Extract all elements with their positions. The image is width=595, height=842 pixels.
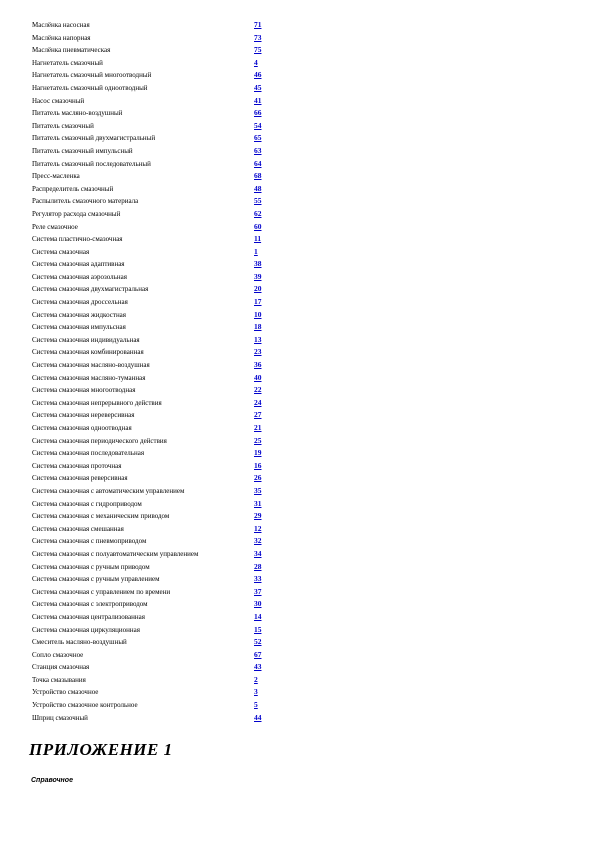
index-entry	[32, 233, 282, 246]
index-entry	[32, 334, 282, 347]
index-page-link[interactable]: 40	[254, 372, 262, 382]
index-term: Шприц смазочный	[32, 713, 88, 722]
index-page-link[interactable]: 25	[254, 435, 262, 445]
index-term: Нагнетатель смазочный	[32, 58, 103, 67]
index-page-link[interactable]: 46	[254, 70, 262, 80]
appendix-heading: ПРИЛОЖЕНИЕ 1	[29, 740, 173, 759]
index-page-link[interactable]: 31	[254, 498, 262, 508]
index-term: Система смазочная аэрозольная	[32, 272, 127, 281]
index-entry	[32, 246, 282, 259]
index-term: Распределитель смазочный	[32, 184, 114, 193]
index-page-link[interactable]: 62	[254, 208, 262, 218]
index-entry	[32, 699, 282, 712]
index-page-link[interactable]: 10	[254, 309, 262, 319]
index-term: Система смазочная с пневмоприводом	[32, 537, 147, 546]
index-entry	[32, 69, 282, 82]
index-page-link[interactable]: 29	[254, 511, 262, 521]
index-entry	[32, 170, 282, 183]
index-page-link[interactable]: 73	[254, 32, 262, 42]
index-page-link[interactable]: 41	[254, 95, 262, 105]
index-entry	[32, 712, 282, 725]
index-term: Система смазочная комбинированная	[32, 348, 144, 357]
index-page-link[interactable]: 52	[254, 637, 262, 647]
index-term: Система смазочная проточная	[32, 461, 122, 470]
index-term: Система смазочная с ручным приводом	[32, 562, 150, 571]
index-term: Реле смазочное	[32, 222, 78, 231]
index-term: Система смазочная с гидроприводом	[32, 499, 142, 508]
index-entry	[32, 548, 282, 561]
index-page-link[interactable]: 37	[254, 586, 262, 596]
index-page-link[interactable]: 3	[254, 687, 258, 697]
index-page-link[interactable]: 16	[254, 460, 262, 470]
index-term: Станция смазочная	[32, 663, 90, 672]
index-page-link[interactable]: 21	[254, 423, 262, 432]
index-term: Питатель масляно-воздушный	[32, 109, 123, 118]
index-page-link[interactable]: 71	[254, 20, 262, 29]
index-page-link[interactable]: 2	[254, 674, 258, 684]
index-entry	[32, 686, 282, 699]
index-entry	[32, 561, 282, 574]
index-term: Система смазочная реверсивная	[32, 474, 128, 483]
index-page-link[interactable]: 68	[254, 171, 262, 181]
index-page-link[interactable]: 20	[254, 284, 262, 294]
index-entry	[32, 208, 282, 221]
index-page-link[interactable]: 33	[254, 574, 262, 584]
index-entry	[32, 195, 282, 208]
index-term: Маслёнка пневматическая	[32, 46, 111, 55]
index-page-link[interactable]: 12	[254, 523, 262, 533]
index-entry	[32, 271, 282, 284]
index-term: Система смазочная одноотводная	[32, 424, 132, 432]
index-entry	[32, 624, 282, 637]
index-term: Система смазочная импульсная	[32, 323, 126, 332]
index-entry	[32, 435, 282, 448]
index-entry	[32, 573, 282, 586]
index-page-link[interactable]: 48	[254, 183, 262, 193]
index-page-link[interactable]: 17	[254, 297, 262, 307]
index-page-link[interactable]: 23	[254, 347, 262, 357]
index-entry	[32, 397, 282, 410]
index-term: Нагнетатель смазочный многоотводный	[32, 71, 152, 80]
index-page-link[interactable]: 64	[254, 158, 262, 168]
index-term: Система смазочная индивидуальная	[32, 335, 140, 344]
index-page-link[interactable]: 14	[254, 611, 262, 621]
index-entry	[32, 649, 282, 662]
index-term: Маслёнка насосная	[32, 21, 90, 29]
index-page-link[interactable]: 1	[254, 246, 258, 256]
index-entry	[32, 296, 282, 309]
index-page-link[interactable]: 75	[254, 45, 262, 55]
index-page-link[interactable]: 13	[254, 334, 262, 344]
index-term: Система смазочная с электроприводом	[32, 600, 148, 609]
index-entry	[32, 158, 282, 171]
index-term: Система смазочная смешанная	[32, 524, 124, 533]
index-term: Система пластично-смазочная	[32, 235, 123, 244]
index-entry	[32, 535, 282, 548]
index-entry	[32, 57, 282, 70]
index-page-link[interactable]: 34	[254, 548, 262, 558]
index-entry	[32, 447, 282, 460]
index-entry	[32, 384, 282, 397]
index-page-link[interactable]: 11	[254, 234, 262, 244]
index-entry	[32, 598, 282, 611]
index-term: Система смазочная централизованная	[32, 612, 145, 621]
index-entry	[32, 586, 282, 599]
index-page-link[interactable]: 45	[254, 82, 262, 92]
index-term: Система смазочная периодического действия	[32, 436, 167, 445]
index-term: Система смазочная с управлением по времени	[32, 587, 171, 596]
index-term: Система смазочная многоотводная	[32, 386, 136, 395]
index-page-link[interactable]: 63	[254, 145, 262, 155]
index-term: Система смазочная адаптивная	[32, 260, 125, 269]
index-term: Система смазочная дроссельная	[32, 298, 128, 307]
index-term: Система смазочная жидкостная	[32, 310, 127, 319]
index-page-link[interactable]: 66	[254, 108, 262, 118]
index-entry	[32, 372, 282, 385]
index-term: Система смазочная масляно-туманная	[32, 373, 146, 382]
index-page-link[interactable]: 15	[254, 624, 262, 634]
index-term: Маслёнка напорная	[32, 33, 91, 42]
index-page-link[interactable]: 54	[254, 120, 262, 130]
index-entry	[32, 183, 282, 196]
index-term: Система смазочная масляно-воздушная	[32, 361, 150, 370]
index-page-link[interactable]: 43	[254, 662, 262, 672]
index-entry	[32, 82, 282, 95]
index-entry	[32, 120, 282, 133]
index-entry	[32, 409, 282, 422]
index-term: Насос смазочный	[32, 96, 85, 105]
index-term: Питатель смазочный двухмагистральный	[32, 134, 156, 143]
index-page-link[interactable]: 36	[254, 360, 262, 370]
alphabetical-index	[32, 19, 282, 724]
index-page-link[interactable]: 30	[254, 599, 262, 609]
index-term: Питатель смазочный последовательный	[32, 159, 151, 168]
index-page-link[interactable]: 27	[254, 410, 262, 420]
index-entry	[32, 32, 282, 45]
index-term: Система смазочная нереверсивная	[32, 411, 135, 420]
index-entry	[32, 346, 282, 359]
index-entry	[32, 498, 282, 511]
index-term: Система смазочная с автоматическим управлением	[32, 486, 185, 495]
index-entry	[32, 636, 282, 649]
index-entry	[32, 359, 282, 372]
index-term: Смеситель масляно-воздушный	[32, 638, 127, 647]
index-page-link[interactable]: 19	[254, 448, 262, 458]
index-entry	[32, 510, 282, 523]
index-entry	[32, 145, 282, 158]
index-term: Система смазочная с полуавтоматическим управлением	[32, 549, 199, 558]
index-entry	[32, 661, 282, 674]
index-term: Регулятор расхода смазочный	[32, 209, 121, 218]
index-entry	[32, 95, 282, 108]
index-entry	[32, 611, 282, 624]
appendix-subheading: Справочное	[31, 777, 73, 784]
index-page-link[interactable]: 5	[254, 700, 258, 710]
index-page-link[interactable]: 28	[254, 561, 262, 571]
index-term: Точка смазывания	[32, 675, 86, 684]
index-term: Питатель смазочный	[32, 121, 94, 130]
index-page-link[interactable]: 44	[254, 712, 262, 722]
index-page-link[interactable]: 67	[254, 649, 262, 659]
index-entry	[32, 283, 282, 296]
index-page-link[interactable]: 18	[254, 322, 262, 332]
index-page-link[interactable]: 38	[254, 259, 262, 269]
index-page-link[interactable]: 22	[254, 385, 262, 395]
index-entry	[32, 258, 282, 271]
index-page-link[interactable]: 4	[254, 57, 258, 67]
index-term: Устройство смазочное	[32, 688, 99, 697]
index-entry	[32, 44, 282, 57]
index-page-link[interactable]: 39	[254, 271, 262, 281]
index-entry	[32, 107, 282, 120]
index-entry	[32, 674, 282, 687]
index-term: Пресс-масленка	[32, 172, 80, 181]
index-term: Система смазочная с механическим приводом	[32, 512, 170, 521]
index-page-link[interactable]: 60	[254, 221, 262, 231]
index-term: Система смазочная двухмагистральная	[32, 285, 149, 294]
index-term: Распылитель смазочного материала	[32, 197, 139, 206]
index-entry	[32, 523, 282, 536]
index-entry	[32, 19, 282, 32]
index-page-link[interactable]: 55	[254, 196, 262, 206]
index-entry	[32, 321, 282, 334]
index-entry	[32, 485, 282, 498]
index-entry	[32, 472, 282, 485]
index-term: Система смазочная	[32, 247, 90, 256]
index-entry	[32, 422, 282, 435]
index-term: Нагнетатель смазочный одноотводный	[32, 83, 148, 92]
index-term: Сопло смазочное	[32, 650, 84, 659]
index-entry	[32, 132, 282, 145]
index-entry	[32, 221, 282, 234]
index-entry	[32, 460, 282, 473]
index-page-link[interactable]: 24	[254, 397, 262, 407]
index-term: Система смазочная с ручным управлением	[32, 575, 160, 584]
index-entry	[32, 309, 282, 322]
index-page-link[interactable]: 65	[254, 133, 262, 143]
index-page-link[interactable]: 35	[254, 485, 262, 495]
index-term: Система смазочная последовательная	[32, 449, 145, 458]
index-term: Питатель смазочный импульсный	[32, 146, 133, 155]
index-term: Система смазочная циркуляционная	[32, 625, 140, 634]
index-term: Система смазочная непрерывного действия	[32, 398, 162, 407]
index-page-link[interactable]: 26	[254, 473, 262, 483]
index-term: Устройство смазочное контрольное	[32, 701, 138, 710]
index-page-link[interactable]: 32	[254, 536, 262, 546]
